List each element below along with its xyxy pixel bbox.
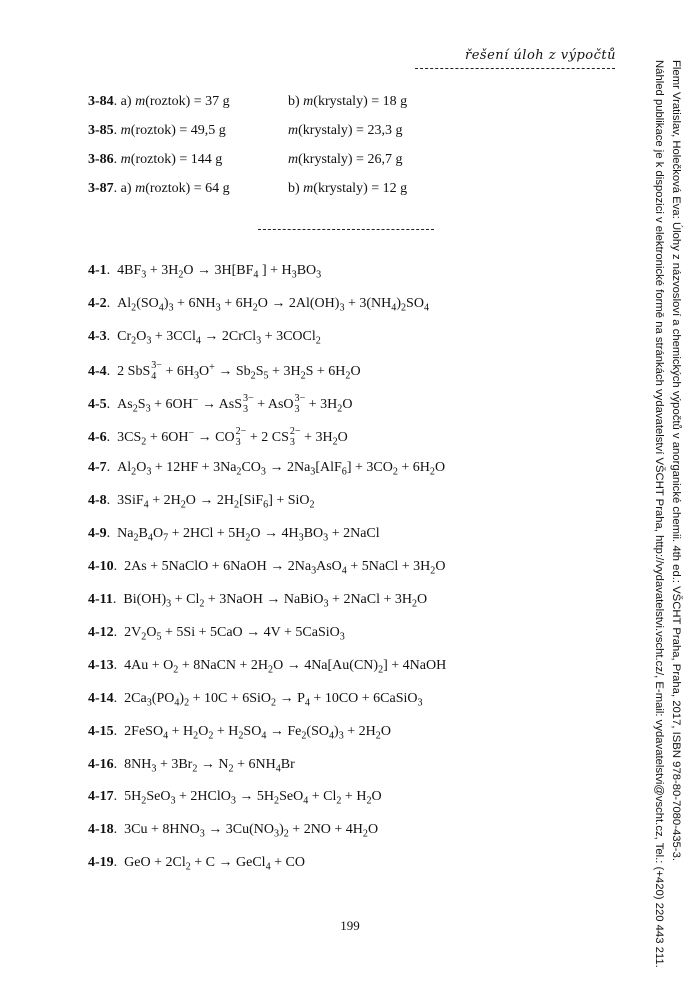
- equation-row: 4-15. 2FeSO$_4$ + $H_2O_2 + H_2SO_4 \to Fe_2(SO_4)_3 + 2H_2O$: [88, 724, 391, 742]
- equation-row: 4-8. $3SiF_4 + 2H_2O \to 2H_2[SiF_6] + SiO_2$: [88, 493, 315, 511]
- equation-row: 4-14. $2Ca_3(PO_4)_2 + 10C + 6SiO_2 \to P_4 + 10CO$ + 6CaSiO$_3$: [88, 691, 423, 709]
- page-number: 199: [340, 918, 360, 933]
- equation: $As_2S_3 + 6OH^-$ → AsS 3− 3 + AsO 3− 3 + $3H_2O$: [117, 393, 353, 415]
- answer-row: 3-87. a) m(roztok) = 64 g b) m(krystaly) = 12 g: [88, 181, 408, 196]
- equation-row: 4-16. $8NH_3 + 3Br_2 \to N_2 + 6NH_4Br$: [88, 757, 295, 775]
- equation-row: 4-13. $4Au + O_2$ + 8NaCN + $2H_2O \to 4Na[Au(CN)_2]$ + 4NaOH: [88, 658, 447, 676]
- problem-number: 4-16: [88, 757, 114, 772]
- problem-number: 4-15: [88, 724, 114, 739]
- equation: 2FeSO$_4$ + $H_2O_2 + H_2SO_4 \to Fe_2(SO_4)_3 + 2H_2O$: [124, 724, 391, 742]
- equation: $4Au + O_2$ + 8NaCN + $2H_2O \to 4Na[Au(CN)_2]$ + 4NaOH: [124, 658, 447, 676]
- problem-number: 4-19: [88, 855, 114, 870]
- equation: 2As + 5NaClO + 6NaOH → $2Na_3AsO_4$ + 5NaCl + $3H_2O$: [124, 559, 446, 577]
- equation-row: 4-10. 2As + 5NaClO + 6NaOH → $2Na_3AsO_4$ + 5NaCl + $3H_2O$: [88, 559, 446, 577]
- problem-number: 4-13: [88, 658, 114, 673]
- equation: $2Ca_3(PO_4)_2 + 10C + 6SiO_2 \to P_4 + 10CO$ + 6CaSiO$_3$: [124, 691, 423, 709]
- problem-number: 4-14: [88, 691, 114, 706]
- equation-row: 4-5. $As_2S_3 + 6OH^-$ → AsS 3− 3 + AsO 3− 3 + $3H_2O$: [88, 393, 353, 415]
- answer-left: m(roztok) = 49,5 g: [120, 123, 226, 138]
- equation-row: 4-6. $3CS_2 + 6OH^-$ → CO 2− 3 + 2 CS 2− 3 + $3H_2O$: [88, 426, 348, 448]
- problem-number: 4-9: [88, 526, 107, 541]
- equation: $Na_2B_4O_7 + 2HCl + 5H_2O \to 4H_3BO_3$ + 2NaCl: [117, 526, 380, 544]
- equation: GeO + $2Cl_2 + C$ → GeCl$_4$ + CO: [124, 855, 305, 873]
- header-rule: [415, 68, 615, 69]
- equation-row: 4-3. $Cr_2O_3 + 3CCl_4$ → 2CrCl$_3$ + 3COCl$_2$: [88, 329, 321, 347]
- equation: $8NH_3 + 3Br_2 \to N_2 + 6NH_4Br$: [124, 757, 295, 775]
- equation: $Al_2(SO_4)_3 + 6NH_3 + 6H_2O \to 2Al(OH)_3 + 3(NH_4)_2SO_4$: [117, 296, 429, 314]
- problem-number: 4-18: [88, 822, 114, 837]
- equation: $3SiF_4 + 2H_2O \to 2H_2[SiF_6] + SiO_2$: [117, 493, 315, 511]
- answer-left: a) m(roztok) = 37 g: [120, 94, 230, 109]
- problem-number: 4-2: [88, 296, 107, 311]
- equation: $3Cu + 8HNO_3 \to 3Cu(NO_3)_2 + 2NO + 4H_2O$: [124, 822, 379, 840]
- equation: $4BF_3 + 3H_2O \to 3H[BF_4$ ] + $H_3BO_3$: [117, 263, 322, 281]
- problem-number: 4-5: [88, 396, 107, 412]
- answer-row: 3-84. a) m(roztok) = 37 g b) m(krystaly) = 18 g: [88, 94, 408, 109]
- equation-row: 4-2. $Al_2(SO_4)_3 + 6NH_3 + 6H_2O \to 2Al(OH)_3 + 3(NH_4)_2SO_4$: [88, 296, 429, 314]
- answer-left: m(roztok) = 144 g: [120, 152, 223, 167]
- problem-number: 4-4: [88, 363, 107, 379]
- problem-number: 4-10: [88, 559, 114, 574]
- problem-number: 3-87: [88, 181, 114, 196]
- section-separator: [258, 229, 434, 230]
- answer-right: b) m(krystaly) = 12 g: [288, 181, 408, 196]
- equation: 2 SbS 3− 4 + $6H_3O^+ \to Sb_2S_5 + 3H_2S + 6H_2O$: [117, 360, 361, 382]
- answer-right: m(krystaly) = 26,7 g: [288, 152, 403, 167]
- answer-left: a) m(roztok) = 64 g: [120, 181, 230, 196]
- answer-row: 3-85. m(roztok) = 49,5 g m(krystaly) = 23,3 g: [88, 123, 403, 138]
- answer-right: b) m(krystaly) = 18 g: [288, 94, 408, 109]
- problem-number: 4-7: [88, 460, 107, 475]
- equation-row: 4-17. $5H_2SeO_3$ + 2HClO$_3$ → $5H_2SeO_4 + Cl_2 + H_2O$: [88, 789, 382, 807]
- copyright-sidebar: [640, 60, 684, 968]
- answer-row: 3-86. m(roztok) = 144 g m(krystaly) = 26,7 g: [88, 152, 403, 167]
- equation: $Cr_2O_3 + 3CCl_4$ → 2CrCl$_3$ + 3COCl$_2$: [117, 329, 321, 347]
- problem-number: 4-12: [88, 625, 114, 640]
- equation-row: 4-11. $Bi(OH)_3 + Cl_2$ + 3NaOH → NaBiO$_3$ + 2NaCl + $3H_2O$: [88, 592, 428, 610]
- sidebar-line-2: Náhled publikace je k dispozici v elektronické formě na stránkách vydavatelství VŠCHT Praha, http://vydavatelstvi.vscht.cz/, E-mail: vydavatelstvi@vscht.cz, Tel.: (+420) 220 443 211.: [653, 60, 665, 968]
- problem-number: 4-6: [88, 429, 107, 445]
- answer-right: m(krystaly) = 23,3 g: [288, 123, 403, 138]
- header-title: řešení úloh z výpočtů: [465, 48, 616, 63]
- problem-number: 4-11: [88, 592, 113, 607]
- equation-row: 4-12. $2V_2O_5 + 5Si + 5CaO \to 4V$ + 5CaSiO$_3$: [88, 625, 345, 643]
- equation: $5H_2SeO_3$ + 2HClO$_3$ → $5H_2SeO_4 + Cl_2 + H_2O$: [124, 789, 382, 807]
- equation-row: 4-7. $Al_2O_3 + 12HF + 3Na_2CO_3 \to 2Na_3[AlF_6] + 3CO_2 + 6H_2O$: [88, 460, 446, 478]
- problem-number: 3-84: [88, 94, 114, 109]
- equation-row: 4-18. $3Cu + 8HNO_3 \to 3Cu(NO_3)_2 + 2NO + 4H_2O$: [88, 822, 379, 840]
- equation: $Bi(OH)_3 + Cl_2$ + 3NaOH → NaBiO$_3$ + 2NaCl + $3H_2O$: [123, 592, 428, 610]
- problem-number: 4-17: [88, 789, 114, 804]
- equation: $3CS_2 + 6OH^-$ → CO 2− 3 + 2 CS 2− 3 + $3H_2O$: [117, 426, 348, 448]
- equation-row: 4-4. 2 SbS 3− 4 + $6H_3O^+ \to Sb_2S_5 + 3H_2S + 6H_2O$: [88, 360, 361, 382]
- problem-number: 3-86: [88, 152, 114, 167]
- problem-number: 3-85: [88, 123, 114, 138]
- equation-row: 4-1. $4BF_3 + 3H_2O \to 3H[BF_4$ ] + $H_3BO_3$: [88, 263, 322, 281]
- problem-number: 4-8: [88, 493, 107, 508]
- problem-number: 4-1: [88, 263, 107, 278]
- equation-row: 4-19. GeO + $2Cl_2 + C$ → GeCl$_4$ + CO: [88, 855, 305, 873]
- equation: $2V_2O_5 + 5Si + 5CaO \to 4V$ + 5CaSiO$_3$: [124, 625, 345, 643]
- problem-number: 4-3: [88, 329, 107, 344]
- equation-row: 4-9. $Na_2B_4O_7 + 2HCl + 5H_2O \to 4H_3BO_3$ + 2NaCl: [88, 526, 380, 544]
- sidebar-line-1: Flemr Vratislav, Holečková Eva: Úlohy z názvosloví a chemických výpočtů v anorganické chemii. 4th ed.: VŠCHT Praha, Praha, 2017, ISBN 978-80-7080-435-3.: [670, 60, 682, 861]
- equation: $Al_2O_3 + 12HF + 3Na_2CO_3 \to 2Na_3[AlF_6] + 3CO_2 + 6H_2O$: [117, 460, 446, 478]
